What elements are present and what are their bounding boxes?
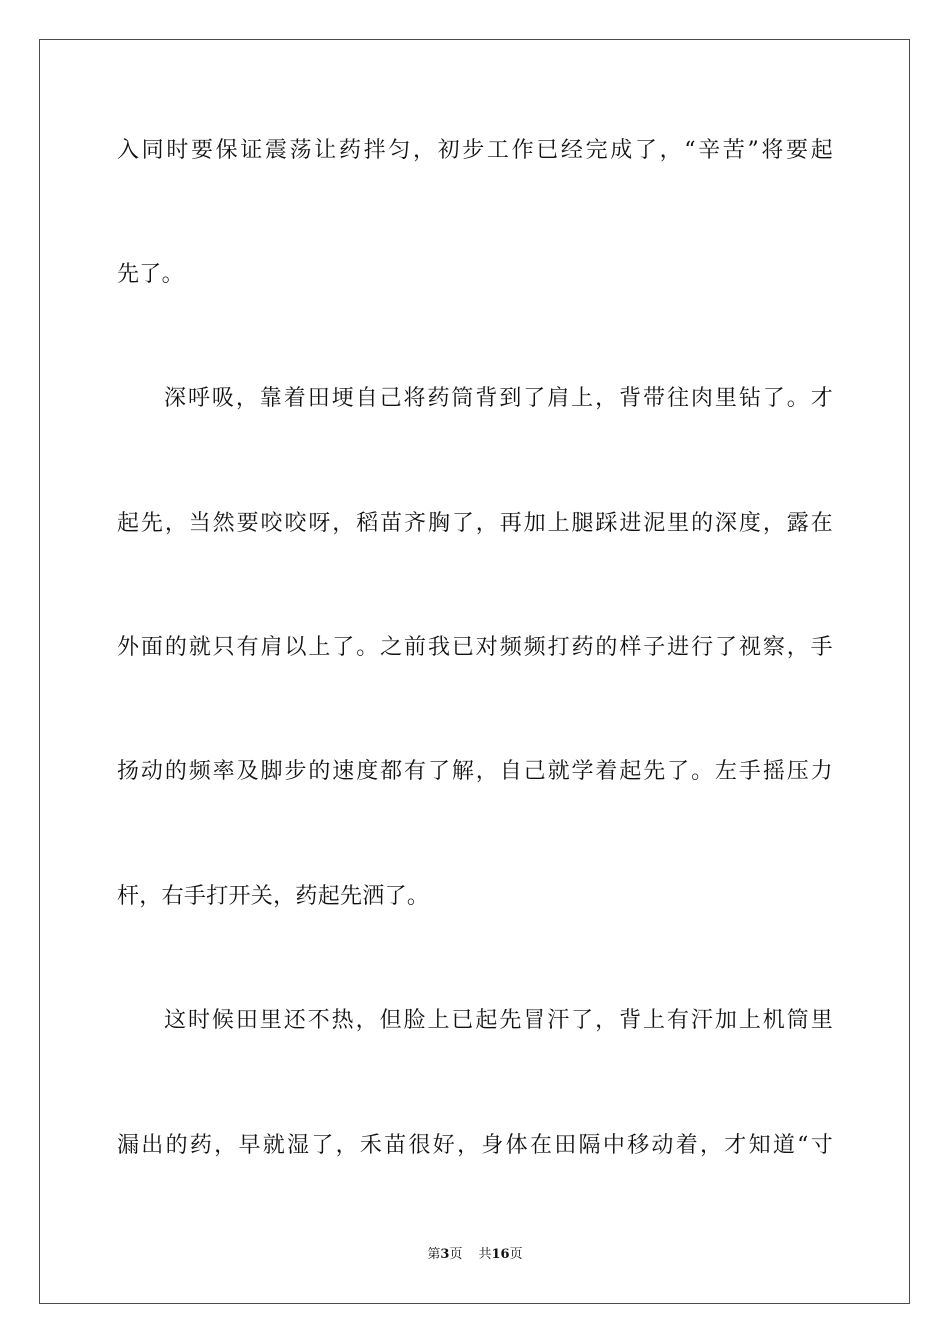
body-text-line: 外面的就只有肩以上了。之前我已对频频打药的样子进行了视察，手	[117, 635, 833, 660]
page-prefix: 第	[427, 1247, 441, 1262]
page-border	[39, 39, 910, 1304]
total-suffix: 页	[509, 1247, 523, 1262]
body-text-line: 入同时要保证震荡让药拌匀，初步工作已经完成了，“辛苦”将要起	[117, 138, 833, 163]
body-text-line: 漏出的药，早就湿了，禾苗很好，身体在田隔中移动着，才知道“寸	[117, 1133, 833, 1158]
page-footer	[0, 1246, 950, 1264]
body-text-line: 深呼吸，靠着田埂自己将药筒背到了肩上，背带往肉里钻了。才	[164, 386, 833, 411]
page-suffix: 页	[449, 1247, 463, 1262]
total-prefix: 共	[478, 1247, 492, 1262]
body-text-line: 杆，右手打开关，药起先洒了。	[117, 884, 430, 909]
body-text-line: 先了。	[117, 262, 184, 287]
total-pages: 16	[491, 1247, 510, 1262]
page-number: 3	[440, 1247, 450, 1262]
body-text-line: 扬动的频率及脚步的速度都有了解，自己就学着起先了。左手摇压力	[117, 759, 833, 784]
body-text-line: 起先，当然要咬咬呀，稻苗齐胸了，再加上腿踩进泥里的深度，露在	[117, 511, 833, 536]
body-text-line: 这时候田里还不热，但脸上已起先冒汗了，背上有汗加上机筒里	[164, 1008, 833, 1033]
